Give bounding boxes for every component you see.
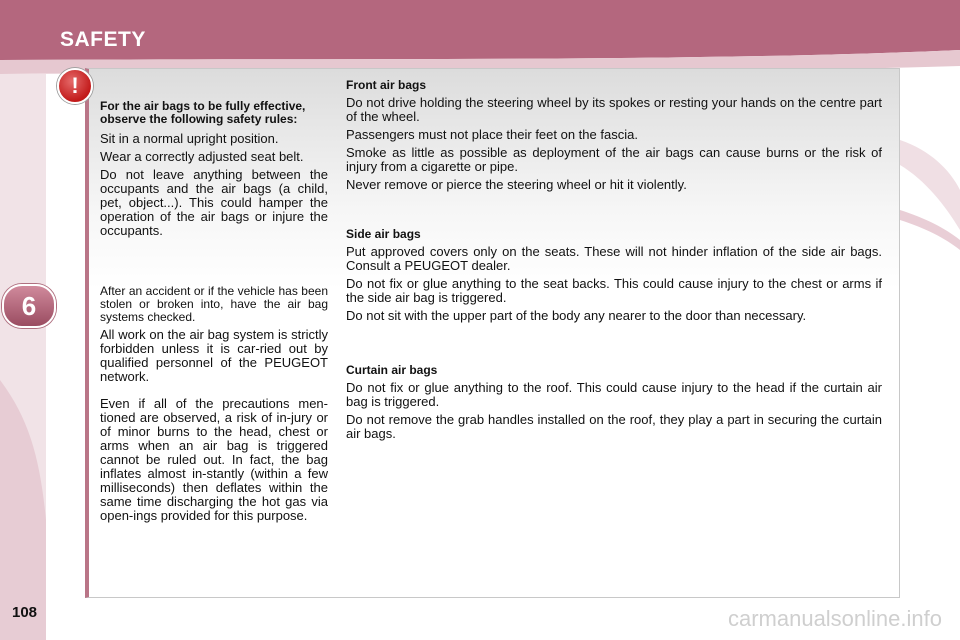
curtain-airbags-paragraph: Do not remove the grab handles installed on the roof, they play a part in securing the curtain air bags. — [346, 412, 882, 441]
front-airbags-paragraph: Do not drive holding the steering wheel by its spokes or resting your hands on the centre part of the wheel. — [346, 95, 882, 124]
front-airbags-paragraph: Never remove or pierce the steering wheel or hit it violently. — [346, 177, 687, 192]
side-airbags-paragraph: Do not sit with the upper part of the body any nearer to the door than necessary. — [346, 308, 807, 323]
side-airbags-heading: Side air bags — [346, 227, 421, 241]
side-airbags-paragraph: Put approved covers only on the seats. These will not hinder inflation of the side air bags. Consult a PEUGEOT dealer. — [346, 244, 882, 273]
rule-paragraph: Do not leave anything between the occupants and the air bags (a child, pet, object...). This could hamper the operation of the air bags or injure the occupants. — [100, 167, 328, 238]
rule-paragraph: Wear a correctly adjusted seat belt. — [100, 149, 304, 164]
page-number: 108 — [12, 604, 38, 621]
rule-paragraph: Sit in a normal upright position. — [100, 131, 279, 146]
after-accident-note: After an accident or if the vehicle has been stolen or broken into, have the air bag systems checked. — [100, 284, 328, 324]
warning-icon: ! — [57, 68, 93, 104]
front-airbags-paragraph: Passengers must not place their feet on the fascia. — [346, 127, 638, 142]
left-column — [100, 100, 328, 527]
front-airbags-heading: Front air bags — [346, 78, 427, 92]
risk-note: Even if all of the precautions men-tioned are observed, a risk of in-jury or of minor burns to the head, chest or arms when an air bag is triggered cannot be ruled out. In fact, the bag inflates almost in-stantly (within a few milliseconds) then deflates within the same time discharging the hot gas via open-ings provided for this purpose. — [100, 396, 328, 523]
right-column — [346, 78, 882, 445]
watermark: carmanualsonline.info — [727, 606, 942, 631]
curtain-airbags-paragraph: Do not fix or glue anything to the roof. This could cause injury to the head if the curtain air bag is triggered. — [346, 380, 882, 409]
side-airbags-paragraph: Do not fix or glue anything to the seat backs. This could cause injury to the chest or arms if the side air bag is triggered. — [346, 276, 882, 305]
curtain-airbags-heading: Curtain air bags — [346, 363, 438, 377]
work-note: All work on the air bag system is strictly forbidden unless it is car-ried out by qualified personnel of the PEUGEOT network. — [100, 327, 328, 384]
front-airbags-paragraph: Smoke as little as possible as deployment of the air bags can cause burns or the risk of injury from a cigarette or pipe. — [346, 145, 882, 174]
chapter-tab: 6 — [2, 284, 56, 328]
page-title: SAFETY — [60, 28, 146, 51]
safety-rules-heading: For the air bags to be fully effective, observe the following safety rules: — [100, 99, 306, 126]
